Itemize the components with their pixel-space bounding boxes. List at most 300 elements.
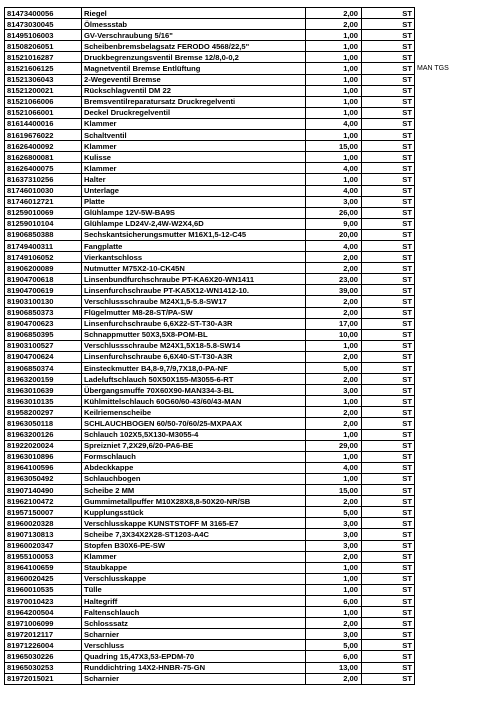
part-number-cell: 81965030253 xyxy=(5,662,82,673)
unit-cell: ST xyxy=(362,85,415,96)
description-cell: Linsenfurchschraube 6,6X40-ST-T30-A3R xyxy=(82,351,306,362)
quantity-cell: 2,00 xyxy=(306,351,362,362)
unit-cell: ST xyxy=(362,629,415,640)
quantity-cell: 2,00 xyxy=(306,551,362,562)
quantity-cell: 2,00 xyxy=(306,252,362,263)
quantity-cell: 5,00 xyxy=(306,507,362,518)
table-row xyxy=(5,318,486,329)
unit-cell: ST xyxy=(362,374,415,385)
unit-cell: ST xyxy=(362,462,415,473)
description-cell: Scheibenbremsbelagsatz FERODO 4568/22,5" xyxy=(82,41,306,52)
unit-cell: ST xyxy=(362,263,415,274)
part-number-cell: 81473030045 xyxy=(5,19,82,30)
description-cell: Glühlampe 12V-5W-BA9S xyxy=(82,207,306,218)
description-cell: Klammer xyxy=(82,163,306,174)
unit-cell: ST xyxy=(362,363,415,374)
unit-cell: ST xyxy=(362,651,415,662)
description-cell: Vierkantschloss xyxy=(82,252,306,263)
unit-cell: ST xyxy=(362,41,415,52)
part-number-cell: 81614400016 xyxy=(5,118,82,129)
note-cell xyxy=(415,318,486,329)
quantity-cell: 6,00 xyxy=(306,595,362,606)
quantity-cell: 20,00 xyxy=(306,229,362,240)
part-number-cell: 81960020328 xyxy=(5,518,82,529)
note-cell xyxy=(415,41,486,52)
note-cell xyxy=(415,285,486,296)
table-row xyxy=(5,274,486,285)
note-cell: MAN TGS xyxy=(417,65,449,73)
unit-cell: ST xyxy=(362,152,415,163)
part-number-cell: 81963010639 xyxy=(5,385,82,396)
note-cell xyxy=(415,74,486,85)
table-row xyxy=(5,473,486,484)
parts-list-table xyxy=(4,7,486,685)
part-number-cell: 81964100596 xyxy=(5,462,82,473)
description-cell: Glühlampe LD24V-2,4W-W2X4,6D xyxy=(82,218,306,229)
part-number-cell: 81746010030 xyxy=(5,185,82,196)
quantity-cell: 1,00 xyxy=(306,584,362,595)
quantity-cell: 2,00 xyxy=(306,407,362,418)
note-cell xyxy=(415,529,486,540)
table-row xyxy=(5,462,486,473)
unit-cell: ST xyxy=(362,96,415,107)
description-cell: Rückschlagventil DM 22 xyxy=(82,85,306,96)
table-row xyxy=(5,562,486,573)
unit-cell: ST xyxy=(362,196,415,207)
part-number-cell: 81972015021 xyxy=(5,673,82,684)
description-cell: Druckbegrenzungsventil Bremse 12/8,0-0,2 xyxy=(82,52,306,63)
table-row xyxy=(5,440,486,451)
description-cell: Sechskantsicherungsmutter M16X1,5-12-C45 xyxy=(82,229,306,240)
part-number-cell: 81637310256 xyxy=(5,174,82,185)
unit-cell: ST xyxy=(362,385,415,396)
quantity-cell: 26,00 xyxy=(306,207,362,218)
unit-cell: ST xyxy=(362,396,415,407)
table-row xyxy=(5,595,486,606)
table-row xyxy=(5,385,486,396)
table-row xyxy=(5,285,486,296)
description-cell: Übergangsmuffe 70X60X90-MAN334-3-BL xyxy=(82,385,306,396)
note-cell xyxy=(415,252,486,263)
description-cell: Klammer xyxy=(82,118,306,129)
part-number-cell: 81970010423 xyxy=(5,595,82,606)
part-number-cell: 81626400075 xyxy=(5,163,82,174)
description-cell: Deckel Druckregelventil xyxy=(82,107,306,118)
table-row xyxy=(5,340,486,351)
unit-cell: ST xyxy=(362,507,415,518)
part-number-cell: 81957150007 xyxy=(5,507,82,518)
note-cell xyxy=(415,374,486,385)
unit-cell: ST xyxy=(362,218,415,229)
part-number-cell: 81971226004 xyxy=(5,640,82,651)
part-number-cell: 81964100659 xyxy=(5,562,82,573)
table-row xyxy=(5,240,486,251)
unit-cell: ST xyxy=(362,52,415,63)
note-cell xyxy=(415,85,486,96)
quantity-cell: 1,00 xyxy=(306,396,362,407)
part-number-cell: 81903100130 xyxy=(5,296,82,307)
part-number-cell: 81521066006 xyxy=(5,96,82,107)
note-cell xyxy=(415,118,486,129)
description-cell: Halter xyxy=(82,174,306,185)
quantity-cell: 5,00 xyxy=(306,363,362,374)
quantity-cell: 4,00 xyxy=(306,118,362,129)
unit-cell: ST xyxy=(362,318,415,329)
description-cell: Faltenschlauch xyxy=(82,607,306,618)
unit-cell: ST xyxy=(362,185,415,196)
unit-cell: ST xyxy=(362,407,415,418)
description-cell: SCHLAUCHBOGEN 60/50-70/60/25-MXPAAX xyxy=(82,418,306,429)
quantity-cell: 1,00 xyxy=(306,152,362,163)
quantity-cell: 5,00 xyxy=(306,640,362,651)
quantity-cell: 3,00 xyxy=(306,385,362,396)
part-number-cell: 81964200504 xyxy=(5,607,82,618)
description-cell: Scharnier xyxy=(82,673,306,684)
table-row xyxy=(5,263,486,274)
description-cell: Haltegriff xyxy=(82,595,306,606)
note-cell xyxy=(415,130,486,141)
description-cell: Staubkappe xyxy=(82,562,306,573)
table-row xyxy=(5,96,486,107)
note-cell xyxy=(415,30,486,41)
note-cell xyxy=(415,185,486,196)
note-cell xyxy=(415,8,486,19)
part-number-cell: 81521606125 xyxy=(5,63,82,74)
description-cell: Unterlage xyxy=(82,185,306,196)
quantity-cell: 2,00 xyxy=(306,673,362,684)
quantity-cell: 1,00 xyxy=(306,473,362,484)
part-number-cell: 81259010069 xyxy=(5,207,82,218)
quantity-cell: 2,00 xyxy=(306,618,362,629)
quantity-cell: 1,00 xyxy=(306,85,362,96)
quantity-cell: 2,00 xyxy=(306,8,362,19)
part-number-cell: 81521066001 xyxy=(5,107,82,118)
quantity-cell: 1,00 xyxy=(306,562,362,573)
quantity-cell: 2,00 xyxy=(306,374,362,385)
table-row xyxy=(5,218,486,229)
unit-cell: ST xyxy=(362,418,415,429)
table-row xyxy=(5,52,486,63)
part-number-cell: 81749106052 xyxy=(5,252,82,263)
note-cell xyxy=(415,307,486,318)
description-cell: Nutmutter M75X2-10-CK45N xyxy=(82,263,306,274)
description-cell: Stopfen B30X6-PE-SW xyxy=(82,540,306,551)
part-number-cell: 81906850388 xyxy=(5,229,82,240)
note-cell xyxy=(415,485,486,496)
description-cell: Quadring 15,47X3,53-EPDM-70 xyxy=(82,651,306,662)
quantity-cell: 4,00 xyxy=(306,462,362,473)
part-number-cell: 81904700623 xyxy=(5,318,82,329)
table-row xyxy=(5,152,486,163)
quantity-cell: 1,00 xyxy=(306,30,362,41)
note-cell xyxy=(415,152,486,163)
table-row xyxy=(5,351,486,362)
quantity-cell: 3,00 xyxy=(306,518,362,529)
note-cell xyxy=(415,595,486,606)
note-cell xyxy=(415,562,486,573)
unit-cell: ST xyxy=(362,63,415,74)
unit-cell: ST xyxy=(362,618,415,629)
table-row xyxy=(5,307,486,318)
table-row xyxy=(5,74,486,85)
table-row xyxy=(5,85,486,96)
part-number-cell: 81922020024 xyxy=(5,440,82,451)
quantity-cell: 3,00 xyxy=(306,196,362,207)
table-row xyxy=(5,363,486,374)
unit-cell: ST xyxy=(362,8,415,19)
note-cell xyxy=(415,507,486,518)
quantity-cell: 2,00 xyxy=(306,296,362,307)
quantity-cell: 1,00 xyxy=(306,130,362,141)
note-cell xyxy=(415,607,486,618)
table-row xyxy=(5,485,486,496)
unit-cell: ST xyxy=(362,163,415,174)
part-number-cell: 81521306043 xyxy=(5,74,82,85)
description-cell: Kupplungsstück xyxy=(82,507,306,518)
part-number-cell: 81960020347 xyxy=(5,540,82,551)
note-cell xyxy=(415,52,486,63)
part-number-cell: 81746012721 xyxy=(5,196,82,207)
unit-cell: ST xyxy=(362,540,415,551)
table-row xyxy=(5,618,486,629)
part-number-cell: 81904700624 xyxy=(5,351,82,362)
table-row xyxy=(5,252,486,263)
note-cell xyxy=(415,518,486,529)
note-cell xyxy=(415,451,486,462)
unit-cell: ST xyxy=(362,340,415,351)
part-number-cell: 81963200126 xyxy=(5,429,82,440)
description-cell: Schlauch 102X5,5X130-M3055-4 xyxy=(82,429,306,440)
table-row xyxy=(5,629,486,640)
quantity-cell: 1,00 xyxy=(306,107,362,118)
unit-cell: ST xyxy=(362,440,415,451)
description-cell: Linsenfurchschraube PT-KA5X12-WN1412-10. xyxy=(82,285,306,296)
note-cell xyxy=(415,207,486,218)
quantity-cell: 1,00 xyxy=(306,96,362,107)
description-cell: Verschlusskappe KUNSTSTOFF M 3165-E7 xyxy=(82,518,306,529)
quantity-cell: 23,00 xyxy=(306,274,362,285)
part-number-cell: 81508206051 xyxy=(5,41,82,52)
note-cell xyxy=(415,141,486,152)
note-cell xyxy=(415,496,486,507)
description-cell: Verschlussschraube M24X1,5X18-5.8-SW14 xyxy=(82,340,306,351)
unit-cell: ST xyxy=(362,451,415,462)
table-row xyxy=(5,418,486,429)
quantity-cell: 1,00 xyxy=(306,63,362,74)
unit-cell: ST xyxy=(362,673,415,684)
unit-cell: ST xyxy=(362,307,415,318)
unit-cell: ST xyxy=(362,229,415,240)
part-number-cell: 81626400092 xyxy=(5,141,82,152)
description-cell: Verschluss xyxy=(82,640,306,651)
unit-cell: ST xyxy=(362,296,415,307)
table-row xyxy=(5,451,486,462)
quantity-cell: 17,00 xyxy=(306,318,362,329)
quantity-cell: 9,00 xyxy=(306,218,362,229)
part-number-cell: 81749400311 xyxy=(5,240,82,251)
table-row xyxy=(5,207,486,218)
table-row xyxy=(5,30,486,41)
part-number-cell: 81907130813 xyxy=(5,529,82,540)
note-cell xyxy=(415,196,486,207)
note-cell xyxy=(415,540,486,551)
table-row xyxy=(5,19,486,30)
unit-cell: ST xyxy=(362,518,415,529)
unit-cell: ST xyxy=(362,351,415,362)
part-number-cell: 81495106003 xyxy=(5,30,82,41)
part-number-cell: 81907140490 xyxy=(5,485,82,496)
unit-cell: ST xyxy=(362,329,415,340)
description-cell: Formschlauch xyxy=(82,451,306,462)
table-row xyxy=(5,229,486,240)
note-cell xyxy=(415,396,486,407)
part-number-cell: 81259010104 xyxy=(5,218,82,229)
quantity-cell: 1,00 xyxy=(306,340,362,351)
description-cell: Abdeckkappe xyxy=(82,462,306,473)
unit-cell: ST xyxy=(362,207,415,218)
quantity-cell: 4,00 xyxy=(306,240,362,251)
part-number-cell: 81960020425 xyxy=(5,573,82,584)
unit-cell: ST xyxy=(362,473,415,484)
note-cell xyxy=(415,329,486,340)
description-cell: Magnetventil Bremse Entlüftung xyxy=(82,63,306,74)
note-cell xyxy=(415,351,486,362)
quantity-cell: 15,00 xyxy=(306,485,362,496)
unit-cell: ST xyxy=(362,285,415,296)
unit-cell: ST xyxy=(362,141,415,152)
note-cell xyxy=(415,440,486,451)
table-row xyxy=(5,573,486,584)
unit-cell: ST xyxy=(362,107,415,118)
note-cell xyxy=(415,573,486,584)
quantity-cell: 6,00 xyxy=(306,651,362,662)
quantity-cell: 15,00 xyxy=(306,141,362,152)
part-number-cell: 81958200297 xyxy=(5,407,82,418)
quantity-cell: 1,00 xyxy=(306,451,362,462)
unit-cell: ST xyxy=(362,252,415,263)
part-number-cell: 81971006099 xyxy=(5,618,82,629)
description-cell: Ölmessstab xyxy=(82,19,306,30)
table-row xyxy=(5,329,486,340)
description-cell: GV-Verschraubung 5/16" xyxy=(82,30,306,41)
description-cell: Schaltventil xyxy=(82,130,306,141)
part-number-cell: 81955100053 xyxy=(5,551,82,562)
part-number-cell: 81906850395 xyxy=(5,329,82,340)
table-row xyxy=(5,540,486,551)
unit-cell: ST xyxy=(362,551,415,562)
description-cell: Scheibe 7,3X34X2X28-ST1203-A4C xyxy=(82,529,306,540)
table-row xyxy=(5,529,486,540)
note-cell xyxy=(415,363,486,374)
part-number-cell: 81965030226 xyxy=(5,651,82,662)
description-cell: Linsenbundfurchschraube PT-KA6X20-WN1411 xyxy=(82,274,306,285)
quantity-cell: 4,00 xyxy=(306,163,362,174)
unit-cell: ST xyxy=(362,240,415,251)
note-cell xyxy=(415,240,486,251)
quantity-cell: 2,00 xyxy=(306,19,362,30)
part-number-cell: 81619676022 xyxy=(5,130,82,141)
table-row xyxy=(5,396,486,407)
description-cell: Schlosssatz xyxy=(82,618,306,629)
note-cell xyxy=(415,618,486,629)
note-cell xyxy=(415,418,486,429)
unit-cell: ST xyxy=(362,529,415,540)
quantity-cell: 1,00 xyxy=(306,41,362,52)
description-cell: Klammer xyxy=(82,141,306,152)
table-row xyxy=(5,640,486,651)
quantity-cell: 1,00 xyxy=(306,429,362,440)
part-number-cell: 81972012117 xyxy=(5,629,82,640)
part-number-cell: 81626800081 xyxy=(5,152,82,163)
description-cell: Bremsventilreparatursatz Druckregelventi xyxy=(82,96,306,107)
unit-cell: ST xyxy=(362,485,415,496)
description-cell: Runddichtring 14X2-HNBR-75-GN xyxy=(82,662,306,673)
description-cell: Verschlusskappe xyxy=(82,573,306,584)
unit-cell: ST xyxy=(362,640,415,651)
unit-cell: ST xyxy=(362,19,415,30)
table-row xyxy=(5,8,486,19)
part-number-cell: 81906200089 xyxy=(5,263,82,274)
part-number-cell: 81963050118 xyxy=(5,418,82,429)
note-cell xyxy=(415,19,486,30)
note-cell xyxy=(415,651,486,662)
part-number-cell: 81963010135 xyxy=(5,396,82,407)
table-row xyxy=(5,196,486,207)
description-cell: Riegel xyxy=(82,8,306,19)
table-row xyxy=(5,296,486,307)
table-row xyxy=(5,163,486,174)
quantity-cell: 1,00 xyxy=(306,74,362,85)
table-row xyxy=(5,496,486,507)
note-cell xyxy=(415,462,486,473)
description-cell: Ladeluftschlauch 50X50X155-M3055-6-RT xyxy=(82,374,306,385)
part-number-cell: 81963050492 xyxy=(5,473,82,484)
quantity-cell: 1,00 xyxy=(306,573,362,584)
table-row xyxy=(5,673,486,684)
table-row xyxy=(5,141,486,152)
part-number-cell: 81960010535 xyxy=(5,584,82,595)
description-cell: Scheibe 2 MM xyxy=(82,485,306,496)
unit-cell: ST xyxy=(362,130,415,141)
part-number-cell: 81906850373 xyxy=(5,307,82,318)
description-cell: Verschlussschraube M24X1,5-5.8-SW17 xyxy=(82,296,306,307)
table-row xyxy=(5,429,486,440)
quantity-cell: 2,00 xyxy=(306,496,362,507)
unit-cell: ST xyxy=(362,30,415,41)
description-cell: Flügelmutter M8-28-ST/PA-SW xyxy=(82,307,306,318)
unit-cell: ST xyxy=(362,496,415,507)
quantity-cell: 39,00 xyxy=(306,285,362,296)
description-cell: Einsteckmutter B4,8-9,7/9,7X18,0-PA-NF xyxy=(82,363,306,374)
description-cell: Fangplatte xyxy=(82,240,306,251)
unit-cell: ST xyxy=(362,595,415,606)
description-cell: Platte xyxy=(82,196,306,207)
quantity-cell: 29,00 xyxy=(306,440,362,451)
unit-cell: ST xyxy=(362,174,415,185)
note-cell xyxy=(415,473,486,484)
quantity-cell: 1,00 xyxy=(306,52,362,63)
description-cell: Gummimetallpuffer M10X28X8,8-50X20-NR/SB xyxy=(82,496,306,507)
table-row xyxy=(5,551,486,562)
unit-cell: ST xyxy=(362,429,415,440)
quantity-cell: 1,00 xyxy=(306,174,362,185)
part-number-cell: 81904700618 xyxy=(5,274,82,285)
part-number-cell: 81962100472 xyxy=(5,496,82,507)
description-cell: Schlauchbogen xyxy=(82,473,306,484)
part-number-cell: 81906850374 xyxy=(5,363,82,374)
table-row xyxy=(5,407,486,418)
description-cell: Schnappmutter 50X3,5X8-POM-BL xyxy=(82,329,306,340)
